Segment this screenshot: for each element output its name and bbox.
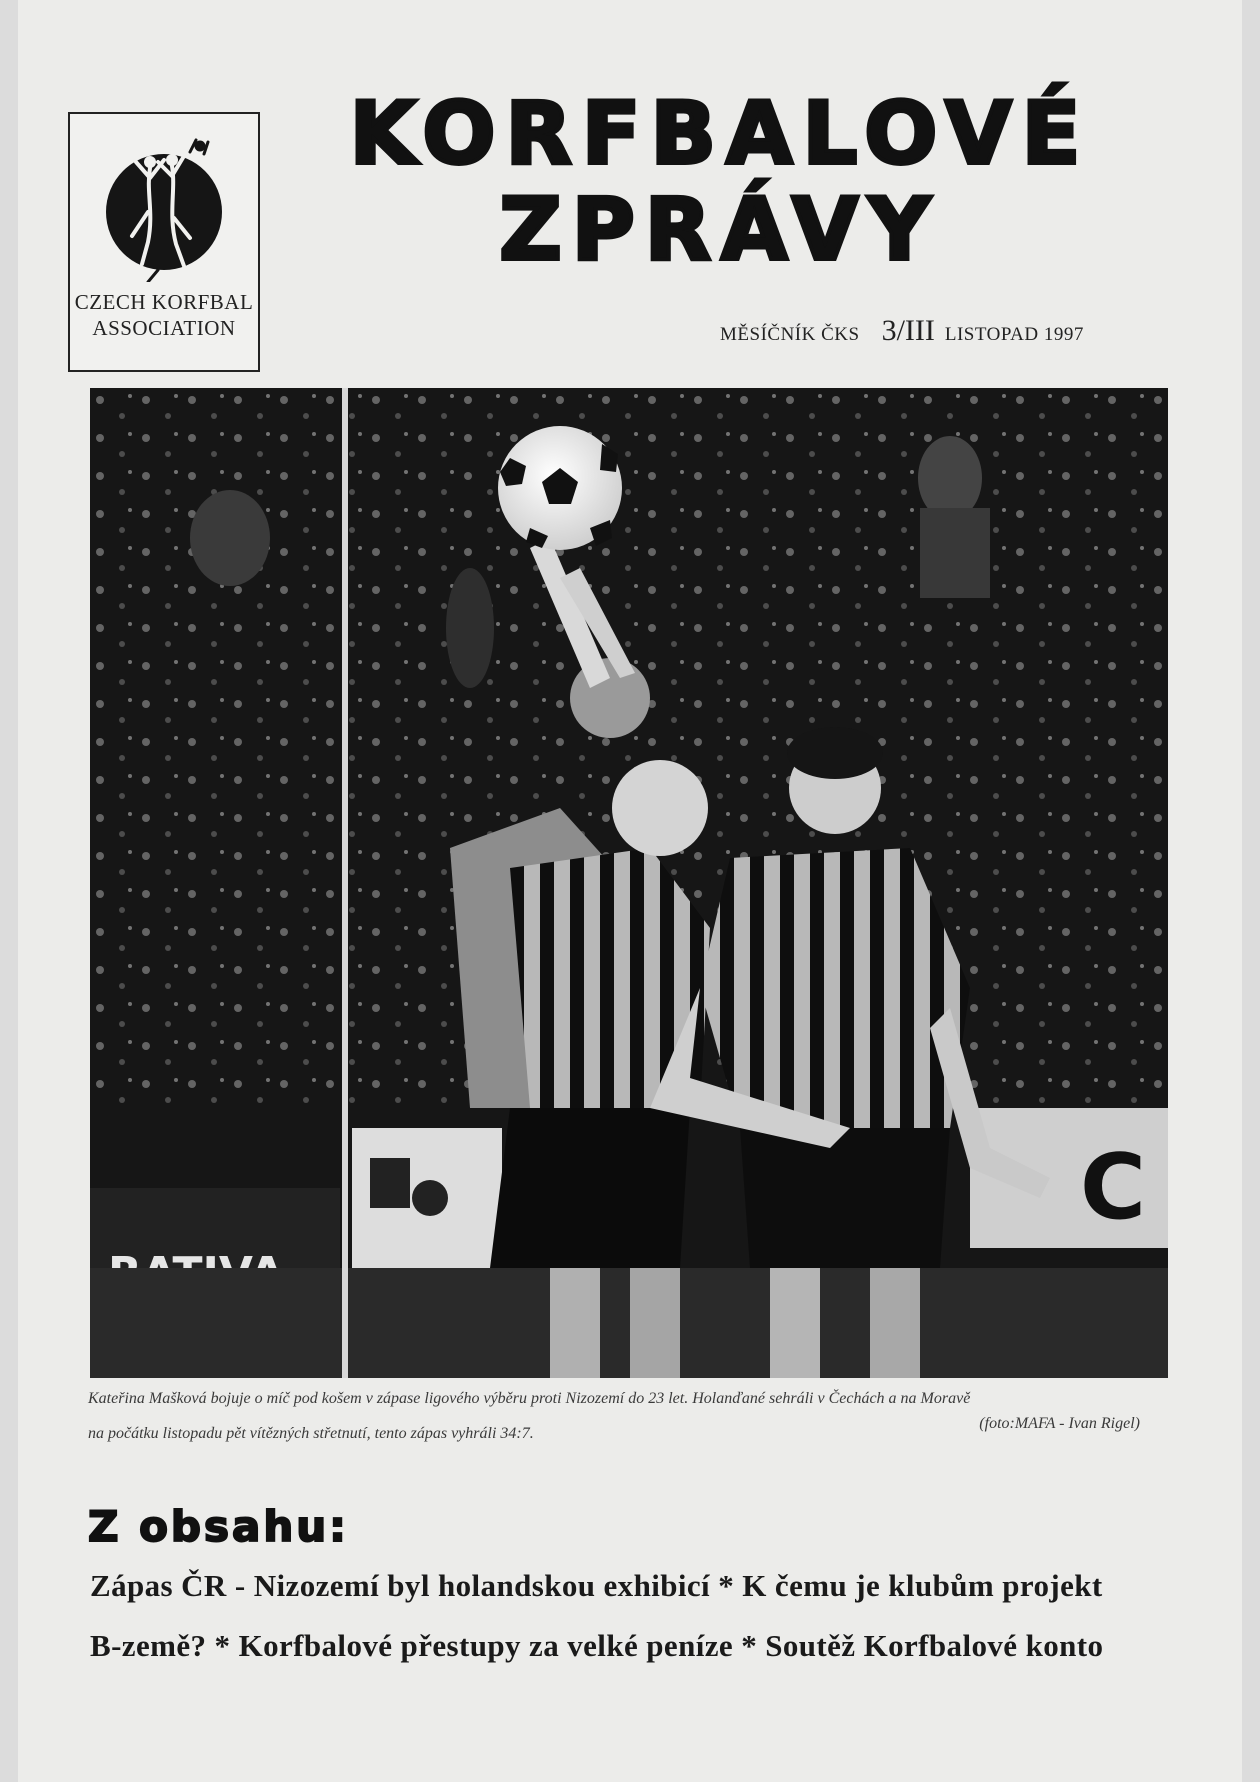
korfball-match-photo <box>90 388 1168 1378</box>
logo-text-line2: ASSOCIATION <box>92 316 236 340</box>
photo-caption-line2: na počátku listopadu pět vítězných střetnutí, tento zápas vyhráli 34:7. <box>88 1425 534 1442</box>
banner-right-text: C <box>1080 1135 1147 1240</box>
publication-name: MĚSÍČNÍK ČKS <box>720 324 860 345</box>
masthead-title-line1: KORFBALOVÉ <box>349 84 1091 184</box>
korfball-players-icon <box>88 132 248 282</box>
cover-photo <box>90 388 1168 1378</box>
contents-line-1: Zápas ČR - Nizozemí byl holandskou exhibicí * K čemu je klubům projekt <box>90 1568 1103 1603</box>
photo-credit: (foto:MAFA - Ivan Rigel) <box>979 1415 1140 1432</box>
issue-number: 3/III <box>881 314 935 347</box>
contents-heading: Z obsahu: <box>88 1502 349 1551</box>
contents-line-2: B-země? * Korfbalové přestupy za velké peníze * Soutěž Korfbalové konto <box>90 1628 1104 1663</box>
masthead-title-line2: ZPRÁVY <box>499 180 941 280</box>
photo-caption-line1: Kateřina Mašková bojuje o míč pod košem v zápase ligového výběru proti Nizozemí do 23 let. Holanďané sehráli v Čechách a na Moravě <box>88 1390 971 1407</box>
issue-date: LISTOPAD 1997 <box>944 324 1084 345</box>
photo-seam <box>342 388 348 1378</box>
ball-icon <box>498 426 622 550</box>
logo-text-line1: CZECH KORFBAL <box>74 290 254 314</box>
association-logo <box>68 112 260 372</box>
issue-info <box>720 314 1160 348</box>
